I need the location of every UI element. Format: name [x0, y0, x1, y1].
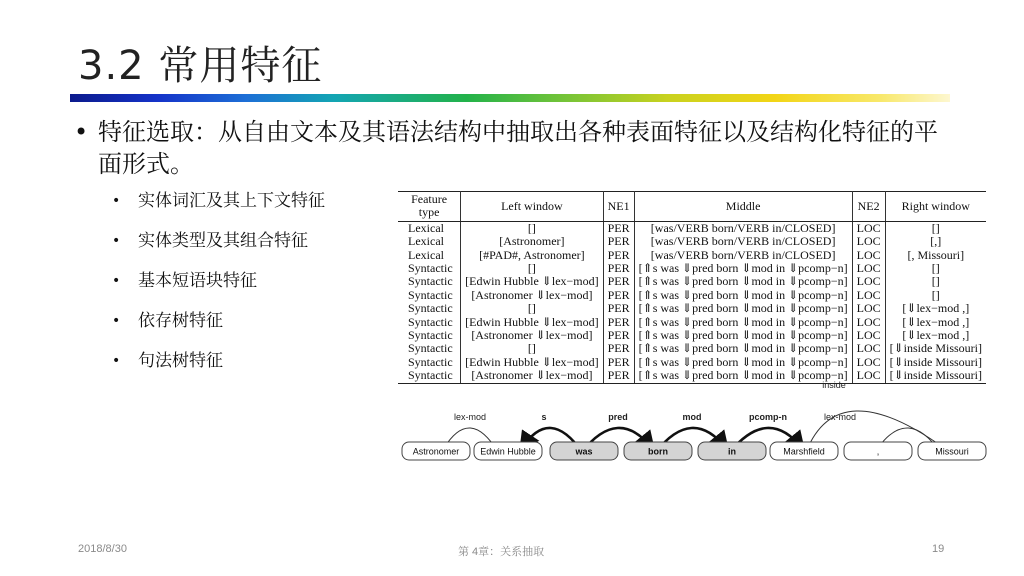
table-row — [398, 329, 986, 342]
slide-title: 3.2 常用特征 — [78, 43, 323, 89]
table-cell: LOC — [852, 235, 885, 248]
table-cell: [⇑s was ⇓pred born ⇓mod in ⇓pcomp−n] — [634, 302, 852, 315]
sub-bullet-text: 实体类型及其组合特征 — [138, 231, 308, 251]
table-cell: LOC — [852, 356, 885, 369]
table-cell: LOC — [852, 302, 885, 315]
main-bullet — [74, 116, 954, 180]
table-cell: LOC — [852, 275, 885, 288]
table-cell: Syntactic — [398, 369, 461, 383]
table-cell: Lexical — [398, 249, 461, 262]
table-cell: [] — [931, 220, 940, 235]
table-row — [398, 235, 986, 248]
table-cell: PER — [603, 221, 634, 235]
table-cell: [] — [931, 261, 940, 276]
table-cell: [⇑s was ⇓pred born ⇓mod in ⇓pcomp−n] — [634, 275, 852, 288]
edge-labels — [454, 380, 856, 422]
sub-bullet-text: 基本短语块特征 — [138, 271, 257, 291]
table-cell: [] — [931, 274, 940, 289]
table-cell: [⇓inside Missouri] — [885, 369, 986, 383]
table-cell: [⇑s was ⇓pred born ⇓mod in ⇓pcomp−n] — [634, 289, 852, 302]
dependency-node — [918, 442, 986, 460]
node-label: in — [728, 446, 736, 457]
table-cell: Syntactic — [398, 316, 461, 329]
node-label: Edwin Hubble — [480, 446, 536, 457]
table-cell: [Astronomer ⇓lex−mod] — [461, 289, 603, 302]
node-label: Astronomer — [412, 446, 460, 457]
bullet-marker: • — [112, 313, 121, 329]
table-header: Middle — [634, 192, 852, 222]
table-header: Left window — [461, 192, 603, 222]
table-cell: [⇑s was ⇓pred born ⇓mod in ⇓pcomp−n] — [634, 316, 852, 329]
bullet-marker: • — [112, 273, 121, 289]
dependency-node — [474, 442, 542, 460]
table-cell: PER — [603, 235, 634, 248]
table-cell: PER — [603, 275, 634, 288]
table-cell: LOC — [852, 262, 885, 275]
table-cell: [,] — [930, 234, 942, 249]
sub-bullet-text: 依存树特征 — [138, 311, 223, 331]
edge-label: s — [541, 412, 547, 422]
bullet-marker: • — [74, 118, 89, 146]
node-label: , — [876, 446, 880, 457]
table-cell: [was/VERB born/VERB in/CLOSED] — [634, 235, 852, 248]
table-cell: [⇓lex−mod ,] — [902, 328, 970, 343]
table-cell: [] — [461, 221, 603, 235]
table-cell: Syntactic — [398, 262, 461, 275]
title-rainbow-bar — [70, 94, 950, 102]
table-cell: [] — [461, 302, 603, 315]
dependency-node — [550, 442, 618, 460]
table-row — [398, 249, 986, 262]
table-cell: [Astronomer ⇓lex−mod] — [461, 329, 603, 342]
table-row — [398, 302, 986, 315]
table-cell: [Edwin Hubble ⇓lex−mod] — [461, 275, 603, 288]
table-cell: [Edwin Hubble ⇓lex−mod] — [461, 356, 603, 369]
dependency-nodes — [402, 442, 986, 460]
bullet-marker: • — [112, 193, 121, 209]
table-cell: PER — [603, 369, 634, 383]
table-cell: [] — [931, 287, 940, 302]
table-cell: [#PAD#, Astronomer] — [461, 249, 603, 262]
dependency-tree-diagram — [398, 376, 998, 486]
table-cell: [⇑s was ⇓pred born ⇓mod in ⇓pcomp−n] — [634, 369, 852, 383]
table-cell: Syntactic — [398, 302, 461, 315]
node-label: born — [648, 446, 668, 457]
table-cell: PER — [603, 289, 634, 302]
sub-bullet-text: 实体词汇及其上下文特征 — [138, 191, 325, 211]
table-body — [398, 221, 986, 383]
table-cell: [⇓lex−mod ,] — [902, 301, 970, 316]
table-cell: LOC — [852, 329, 885, 342]
table-cell: LOC — [852, 369, 885, 383]
table-row — [398, 262, 986, 275]
table-cell: [⇓inside Missouri] — [889, 354, 982, 369]
sub-bullet-text: 句法树特征 — [138, 351, 223, 371]
table-cell: LOC — [852, 249, 885, 262]
table-cell: PER — [603, 329, 634, 342]
table-cell: PER — [603, 342, 634, 355]
table-cell: PER — [603, 302, 634, 315]
table-cell: [, Missouri] — [907, 247, 965, 262]
edge-label: lex-mod — [453, 412, 487, 422]
table-cell: Syntactic — [398, 289, 461, 302]
table-cell: [Astronomer] — [461, 235, 603, 248]
node-label: Missouri — [935, 446, 969, 457]
table-cell: [Astronomer ⇓lex−mod] — [461, 369, 603, 383]
dependency-node — [770, 442, 838, 460]
table-cell: Lexical — [398, 221, 461, 235]
table-cell: [Edwin Hubble ⇓lex−mod] — [461, 316, 603, 329]
bullet-marker: • — [112, 353, 121, 369]
table-cell: [⇑s was ⇓pred born ⇓mod in ⇓pcomp−n] — [634, 329, 852, 342]
table-row — [398, 316, 986, 329]
table-row — [398, 289, 986, 302]
table-cell: LOC — [852, 316, 885, 329]
table-row — [398, 356, 986, 369]
table-cell: Lexical — [398, 235, 461, 248]
table-cell: PER — [603, 249, 634, 262]
table-header-row — [398, 192, 986, 222]
table-cell: [was/VERB born/VERB in/CLOSED] — [634, 249, 852, 262]
dependency-node — [844, 442, 912, 460]
table-header: Right window — [885, 192, 986, 222]
bullet-marker: • — [112, 233, 121, 249]
edge-label: mod — [682, 412, 702, 422]
edge-label: pred — [608, 412, 628, 422]
table-cell: LOC — [852, 221, 885, 235]
table-cell: LOC — [852, 289, 885, 302]
dependency-node — [624, 442, 692, 460]
table-cell: [⇑s was ⇓pred born ⇓mod in ⇓pcomp−n] — [634, 262, 852, 275]
table-cell: PER — [603, 262, 634, 275]
table-cell: PER — [603, 356, 634, 369]
table-cell: [] — [461, 342, 603, 355]
table-row — [398, 342, 986, 355]
table-header: NE1 — [603, 192, 634, 222]
table-row — [398, 275, 986, 288]
table-cell: Syntactic — [398, 275, 461, 288]
table-cell: Syntactic — [398, 329, 461, 342]
table-cell: [⇓inside Missouri] — [889, 341, 982, 356]
table-cell: PER — [603, 316, 634, 329]
edge-label: pcomp-n — [749, 412, 787, 422]
dependency-node — [698, 442, 766, 460]
table-cell: [⇑s was ⇓pred born ⇓mod in ⇓pcomp−n] — [634, 356, 852, 369]
table-cell: Syntactic — [398, 356, 461, 369]
node-label: Marshfield — [783, 446, 825, 457]
table-cell: [⇓lex−mod ,] — [902, 314, 970, 329]
table-cell: LOC — [852, 342, 885, 355]
footer-date: 2018/8/30 — [78, 543, 127, 555]
footer-chapter: 第 4章：关系抽取 — [458, 546, 545, 558]
node-label: was — [575, 446, 593, 457]
table-cell: [] — [461, 262, 603, 275]
main-bullet-text: 特征选取：从自由文本及其语法结构中抽取出各种表面特征以及结构化特征的平面形式。 — [98, 118, 938, 178]
table-cell: [⇑s was ⇓pred born ⇓mod in ⇓pcomp−n] — [634, 342, 852, 355]
table-header: NE2 — [852, 192, 885, 222]
edge-label: lex-mod — [823, 412, 857, 422]
table-header: Feature type — [398, 192, 461, 222]
edge-label: inside — [822, 380, 846, 390]
table-row — [398, 221, 986, 235]
table-cell: [was/VERB born/VERB in/CLOSED] — [634, 221, 852, 235]
dependency-node — [402, 442, 470, 460]
feature-table — [398, 191, 986, 384]
table-cell: Syntactic — [398, 342, 461, 355]
footer-page-number: 19 — [932, 543, 945, 555]
